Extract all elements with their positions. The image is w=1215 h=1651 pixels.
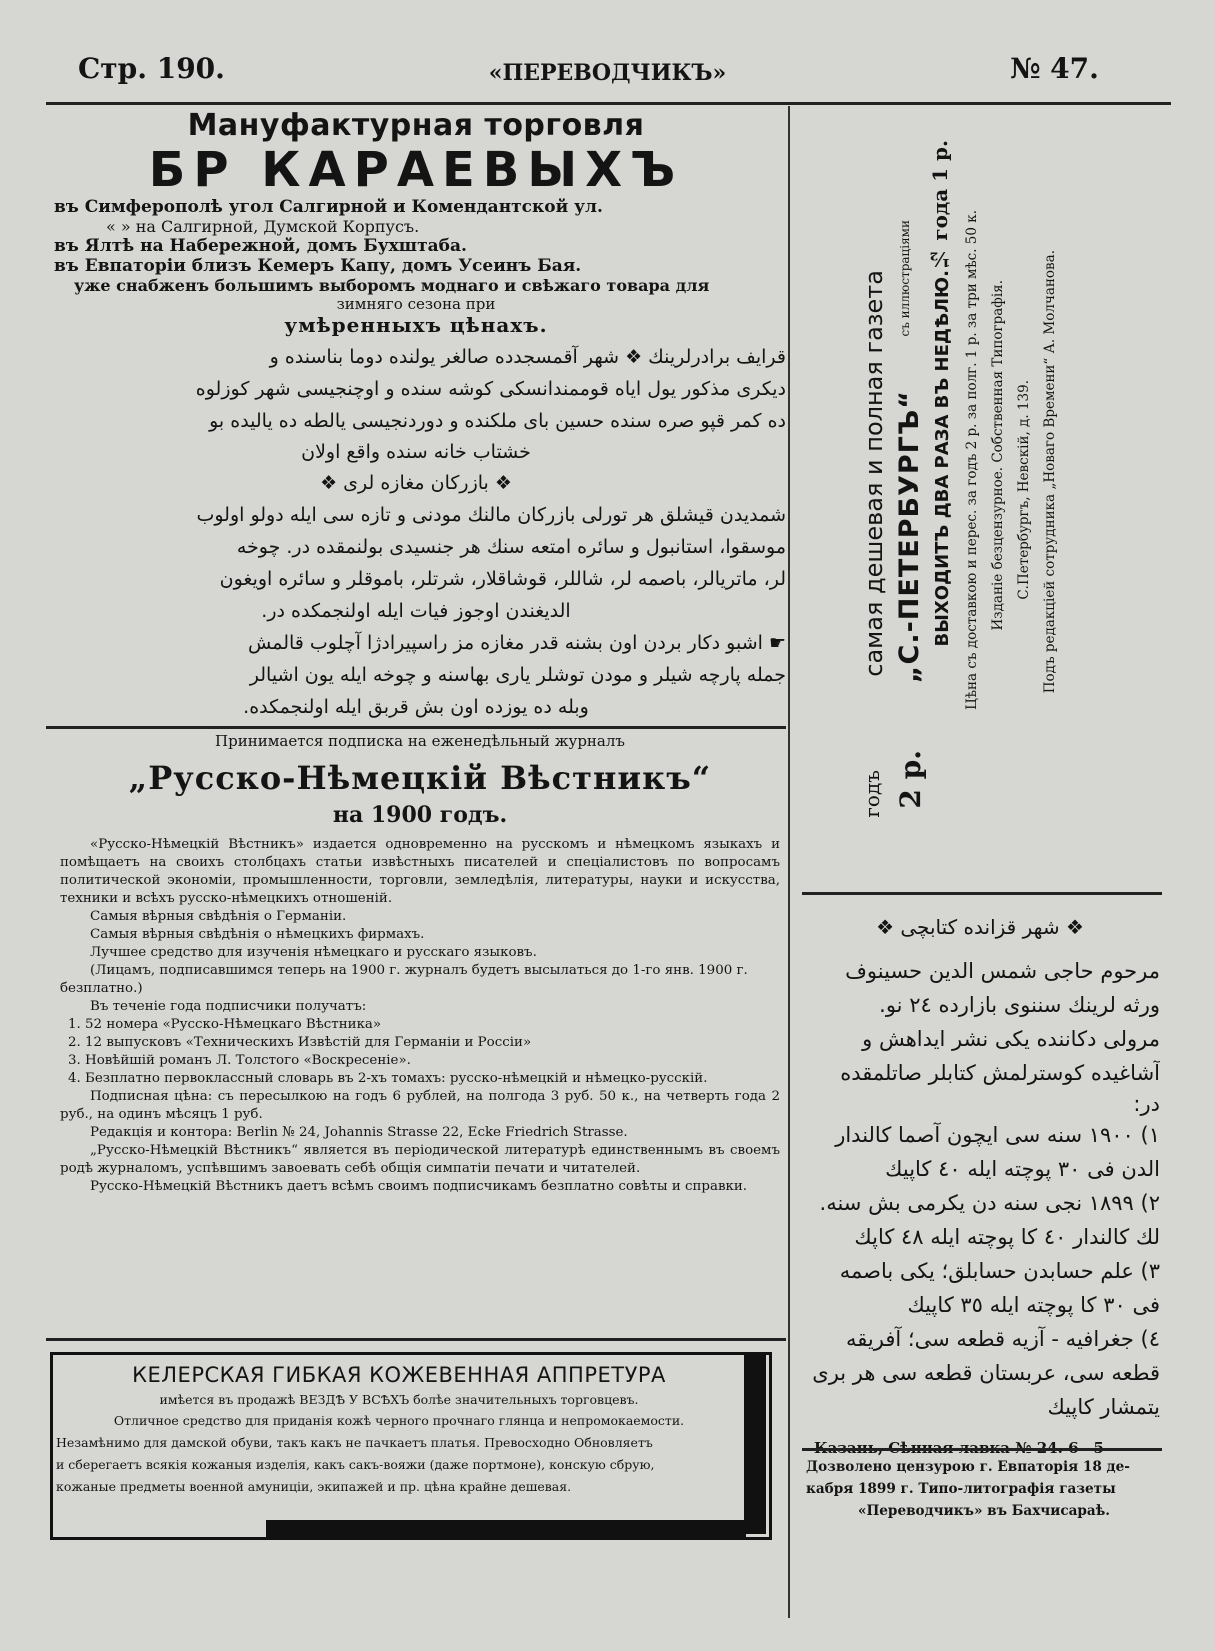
keler-title: КЕЛЕРСКАЯ ГИБКАЯ КОЖЕВЕННАЯ АППРЕТУРА (132, 1363, 666, 1387)
keler-line-4: и сберегаетъ всякія кожаныя изделія, какъ сакъ-вояжи (даже портмоне), конскую сбрую, (56, 1457, 655, 1472)
keler-black-stripe (266, 1520, 746, 1540)
spb-line-1: самая дешевая и полная газета (860, 270, 888, 677)
bookshop-line-2: ورثه لرينك سننوى بازارده ٢٤ نو. (879, 993, 1160, 1017)
vestnik-para-8: Русско-Нѣмецкій Вѣстникъ даетъ всѣмъ своимъ подписчикамъ безплатно совѣты и справки. (90, 1179, 748, 1194)
spb-illustrated: съ иллюстраціями (898, 220, 912, 337)
bookshop-line-9: لك كالندار ٤٠ كا پوچته ايله ٤٨ كاپك (854, 1225, 1160, 1249)
vestnik-ad (60, 732, 780, 1196)
spb-year-label: годъ (860, 770, 884, 818)
karaev-heading: Мануфактурная торговля (187, 108, 645, 143)
censor-line-1: Дозволено цензурою г. Евпаторія 18 де- (806, 1459, 1130, 1475)
karaev-arabic-5: ❖ بازركان مغازه لرى ❖ (320, 472, 512, 494)
karaev-arabic-4: خشتاب خانه سنده واقع اولان (301, 441, 531, 463)
vestnik-item-2: 2. 12 выпусковъ «Техническихъ Извѣстій для Германіи и Россіи» (68, 1035, 532, 1050)
karaev-name: БР КАРАЕВЫХЪ (148, 143, 684, 197)
keler-line-1: имѣется въ продажѣ ВЕЗДѢ У ВСѢХЪ болѣе значительныхъ торговцевъ. (159, 1392, 639, 1407)
karaev-addr-2: « » на Салгирной, Думской Корпусъ. (106, 217, 420, 236)
bookshop-line-10: ٣) علم حسابدن حسابلق؛ يكى باصمه (839, 1259, 1160, 1283)
censor-line-2: кабря 1899 г. Типо-литографія газеты (806, 1481, 1116, 1497)
keler-line-2: Отличное средство для приданія кожѣ черного прочнаго глянца и непромокаемости. (113, 1413, 685, 1428)
vestnik-item-3: 3. Новѣйшій романъ Л. Толстого «Воскресеніе». (68, 1053, 411, 1068)
keler-line-5: кожаные предметы военной амуниціи, экипажей и пр. цѣна крайне дешевая. (56, 1479, 572, 1494)
karaev-arabic-7: موسقوا، استانبول و سائره امتعه سنك هر جنسيدى بولنمقده در. چوخه (236, 536, 786, 558)
karaev-arabic-6: شمديدن قيشلق هر تورلى بازركان مالنك مودنى و تازه سى ايله دولو اولوب (196, 504, 786, 526)
keler-line-3: Незамѣнимо для дамской обуви, такъ какъ не пачкаетъ платья. Превосходно Обновляетъ (56, 1435, 653, 1450)
bookshop-line-5: در: (1133, 1092, 1160, 1116)
spb-title: „С.-ПЕТЕРБУРГЪ“ (894, 390, 925, 684)
karaev-arabic-12: وبله ده يوزده اون بش قربق ايله اولنجمكده. (243, 696, 589, 718)
bookshop-line-13: قطعه سى، عربستان قطعه سى هر برى (812, 1361, 1160, 1385)
bookshop-line-12: ٤) جغرافيه - آزيه قطعه سى؛ آفريقه (846, 1327, 1160, 1351)
vestnik-item-1: 1. 52 номера «Русско-Нѣмецкаго Вѣстника» (68, 1017, 382, 1032)
keler-ad-bar (744, 1352, 766, 1534)
bookshop-line-1: مرحوم حاجى شمس الدين حسينوف (845, 959, 1160, 983)
vestnik-item-4: 4. Безплатно первоклассный словарь въ 2-хъ томахъ: русско-нѣмецкій и нѣмецко-русскій. (68, 1071, 708, 1086)
bookshop-line-11: فى ٣٠ كا پوچته ايله ٣٥ كاپيك (907, 1293, 1160, 1317)
karaev-addr-4: въ Евпаторіи близъ Кемеръ Капу, домъ Усеинъ Бая. (54, 256, 582, 276)
karaev-text-3: умѣренныхъ цѣнахъ. (284, 313, 548, 337)
vestnik-para-4: Лучшее средство для изученія нѣмецкаго и русскаго языковъ. (90, 945, 537, 960)
vestnik-title: „Русско-Нѣмецкій Вѣстникъ“ (128, 759, 712, 797)
bookshop-line-14: يتمشار كاپيك (1047, 1395, 1160, 1419)
karaev-arabic-2: ديكرى مذكور يول اياه قوممندانسكى كوشه سنده و اوچنجيسى شهر كوزلوه (195, 378, 786, 400)
karaev-arabic-1: قرايف برادرلرينك ❖ شهر آقمسجدده صالغر يولنده دوما بناسنده و (269, 346, 786, 368)
karaev-arabic-3: ده كمر قپو صره سنده حسين باى ملكنده و دوردنجيسى يالطه ده ياليده بو (209, 410, 786, 432)
karaev-arabic-8: لر، ماتريالر، باصمه لر، شاللر، قوشاقلار، شرتلر، باموقلر و سائره اويغون (219, 568, 786, 590)
column-divider (788, 106, 790, 1618)
vestnik-para-6: Въ теченіе года подписчики получатъ: (90, 999, 367, 1014)
karaev-ad (46, 108, 786, 723)
vestnik-para-3: Самыя вѣрныя свѣдѣнія о нѣмецкихъ фирмахъ. (90, 927, 425, 942)
spb-address: С.Петербургъ, Невскій, д. 139. (1016, 380, 1032, 600)
spb-price-half: ½ года 1 р. (928, 140, 952, 272)
censor-line-3: «Переводчикъ» въ Бахчисараѣ. (857, 1503, 1111, 1519)
newspaper-title: «ПЕРЕВОДЧИКЪ» (488, 60, 727, 86)
karaev-text-1: уже снабженъ большимъ выборомъ моднаго и свѣжаго товара для (74, 276, 710, 295)
page-number: Стр. 190. (78, 52, 225, 85)
karaev-arabic-10: ☛ اشبو دكار بردن اون بشنه قدر مغازه مز راسپيرادژا آچلوب قالمش (248, 632, 786, 654)
keler-ad (56, 1360, 742, 1498)
vestnik-address: Редакція и контора: Berlin № 24, Johannis Strasse 22, Ecke Friedrich Strasse. (90, 1125, 628, 1140)
rule-after-spb (802, 892, 1162, 895)
karaev-addr-1: въ Симферополѣ угол Салгирной и Комендантской ул. (54, 197, 603, 217)
bookshop-title: ❖ شهر قزانده كتابچى ❖ (876, 915, 1084, 939)
censor-note (806, 1456, 1162, 1522)
vestnik-para-7: „Русско-Нѣмецкій Вѣстникъ“ является въ періодической литературѣ единственнымъ въ своемъ родѣ журналомъ, успѣвшимъ завоевать себѣ общія симпатіи печати и читателей. (60, 1143, 780, 1176)
karaev-text-2: зимняго сезона при (336, 295, 496, 313)
spb-ad (820, 130, 1120, 830)
bookshop-line-7: الدن فى ٣٠ پوچته ايله ٤٠ كاپيك (885, 1157, 1160, 1181)
vestnik-price: Подписная цѣна: съ пересылкою на годъ 6 рублей, на полгода 3 руб. 50 к., на четверть года 2 руб., на одинъ мѣсяцъ 1 руб. (60, 1089, 780, 1122)
spb-publisher: Изданіе безцензурное. Собственная Типографія. (990, 280, 1006, 631)
bookshop-line-6: ١) ١٩٠٠ سنه سى ايچون آصما كالندار (835, 1123, 1160, 1147)
issue-number: № 47. (1010, 52, 1099, 85)
spb-price-line: Цѣна съ доставкою и перес. за годъ 2 р. за полг. 1 р. за три мѣс. 50 к. (964, 210, 980, 710)
vestnik-para-5: (Лицамъ, подписавшимся теперь на 1900 г. журналъ будетъ высылаться до 1-го янв. 1900 г. безплатно.) (60, 963, 748, 996)
bookshop-line-4: آشاغيده كوسترلمش كتابلر صاتلمقده (840, 1061, 1160, 1085)
bookshop-ad (800, 908, 1160, 1462)
rule-before-censor (802, 1448, 1162, 1451)
spb-price-year: 2 р. (894, 750, 927, 809)
vestnik-year: на 1900 годъ. (332, 802, 508, 828)
rule-after-karaev (46, 726, 786, 729)
bookshop-line-8: ٢) ١٨٩٩ نجى سنه دن يكرمى بش سنه. (819, 1191, 1160, 1215)
spb-editor: Подъ редакціей сотрудника „Новаго Времени“ А. Молчанова. (1042, 250, 1058, 694)
header-rule (46, 102, 1171, 105)
karaev-arabic-11: جمله پارچه شيلر و مودن توشلر يارى بهاسنه و چوخه ايله يون اشيالر (249, 664, 786, 686)
vestnik-para-2: Самыя вѣрныя свѣдѣнія о Германіи. (90, 909, 347, 924)
karaev-arabic-9: الديغندن اوجوز فيات ايله اولنجمكده در. (261, 600, 571, 622)
bookshop-line-3: مرولى دكاننده يكى نشر ايداهش و (862, 1027, 1160, 1051)
karaev-addr-3: въ Ялтѣ на Набережной, домъ Бухштаба. (54, 236, 467, 256)
spb-frequency: ВЫХОДИТЪ ДВА РАЗА ВЪ НЕДѢЛЮ. (932, 270, 953, 647)
rule-after-vestnik (46, 1338, 786, 1341)
vestnik-intro: Принимается подписка на еженедѣльный журналъ (215, 732, 625, 750)
vestnik-para-1: «Русско-Нѣмецкій Вѣстникъ» издается одновременно на русскомъ и нѣмецкомъ языкахъ и помѣщаетъ на своихъ столбцахъ статьи извѣстныхъ писателей и спеціалистовъ по вопросамъ политической экономіи, промышленности, торговли, земледѣлія, литературы, науки и искусства, техники и всѣхъ русско-нѣмецкихъ отношеній. (60, 837, 780, 906)
